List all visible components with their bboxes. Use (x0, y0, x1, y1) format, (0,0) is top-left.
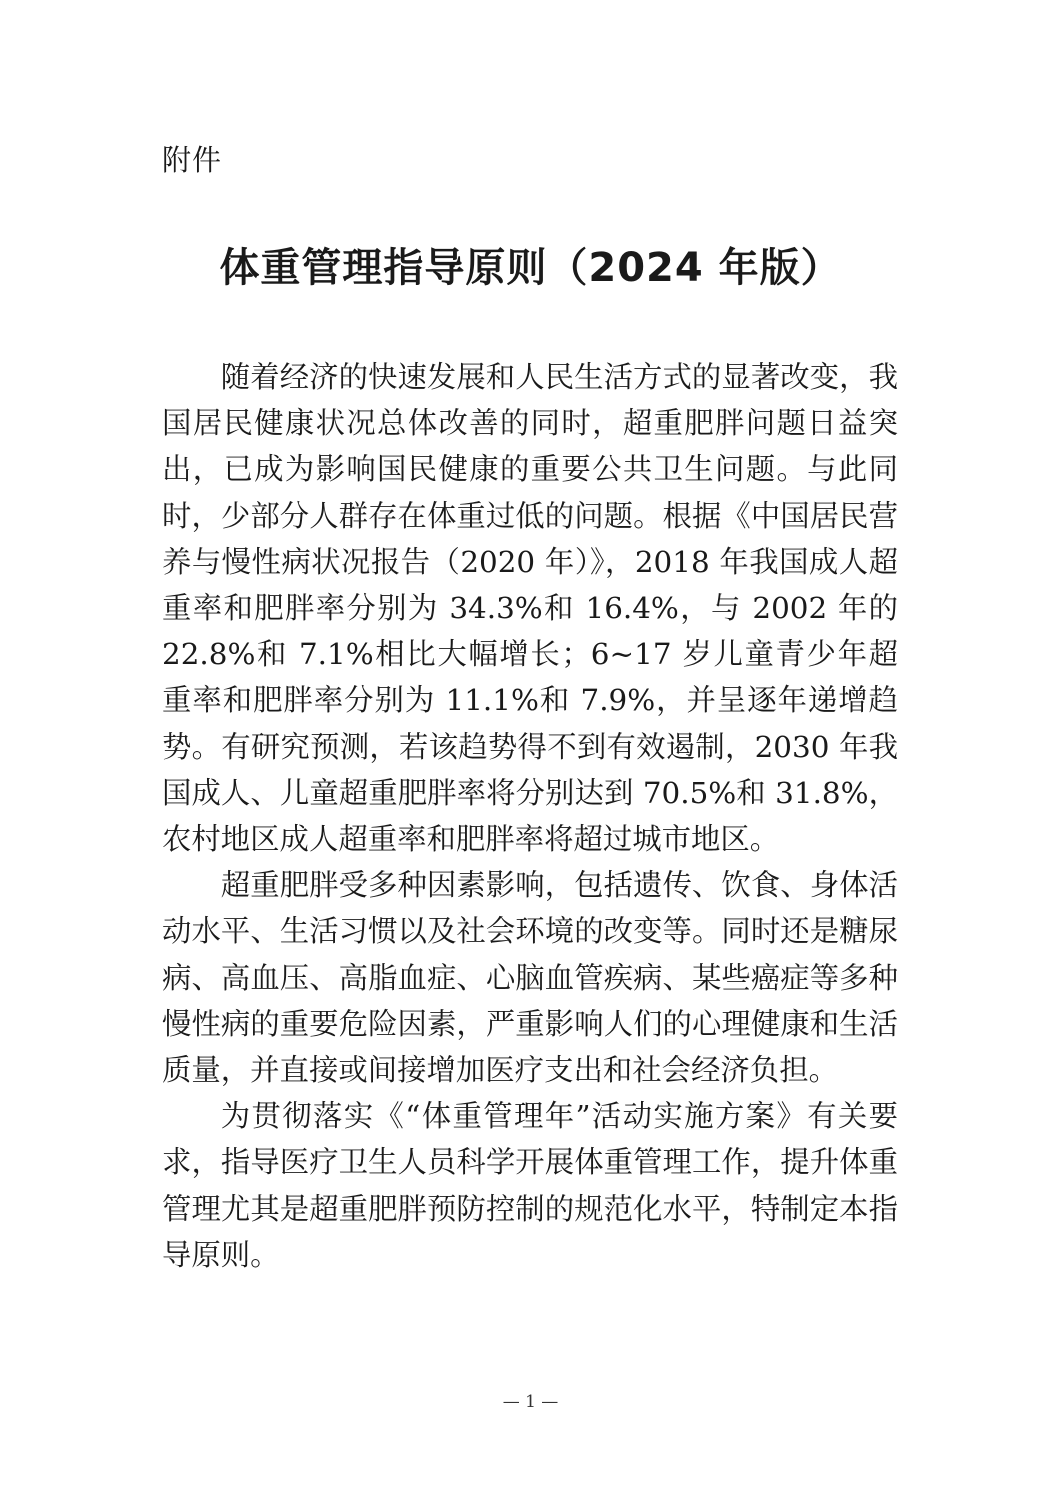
document-title: 体重管理指导原则（2024 年版） (219, 245, 842, 291)
paragraph-risk-factors: 超重肥胖受多种因素影响，包括遗传、饮食、身体活动水平、生活习惯以及社会环境的改变等。同时还是糖尿病、高血压、高脂血症、心脑血管疾病、某些癌症等多种慢性病的重要危险因素，严重影响人们的心理健康和生活质量，并直接或间接增加医疗支出和社会经济负担。 (162, 868, 898, 1088)
document-body (162, 354, 898, 1278)
paragraph-purpose: 为贯彻落实《“体重管理年”活动实施方案》有关要求，指导医疗卫生人员科学开展体重管理工作，提升体重管理尤其是超重肥胖预防控制的规范化水平，特制定本指导原则。 (162, 1099, 898, 1272)
paragraph-background: 随着经济的快速发展和人民生活方式的显著改变，我国居民健康状况总体改善的同时，超重肥胖问题日益突出，已成为影响国民健康的重要公共卫生问题。与此同时，少部分人群存在体重过低的问题。根据《中国居民营养与慢性病状况报告（2020 年）》，2018 年我国成人超重率和肥胖率分别为 34.3%和 16.4%，与 2002 年的 22.8%和 7.1%相比大幅增长；6~17 岁儿童青少年超重率和肥胖率分别为 11.1%和 7.9%，并呈逐年递增趋势。有研究预测，若该趋势得不到有效遏制，2030 年我国成人、儿童超重肥胖率将分别达到 70.5%和 31.8%，农村地区成人超重率和肥胖率将超过城市地区。 (162, 360, 898, 857)
attachment-label: 附件 (162, 143, 223, 177)
page-number: — 1 — (502, 1392, 559, 1412)
